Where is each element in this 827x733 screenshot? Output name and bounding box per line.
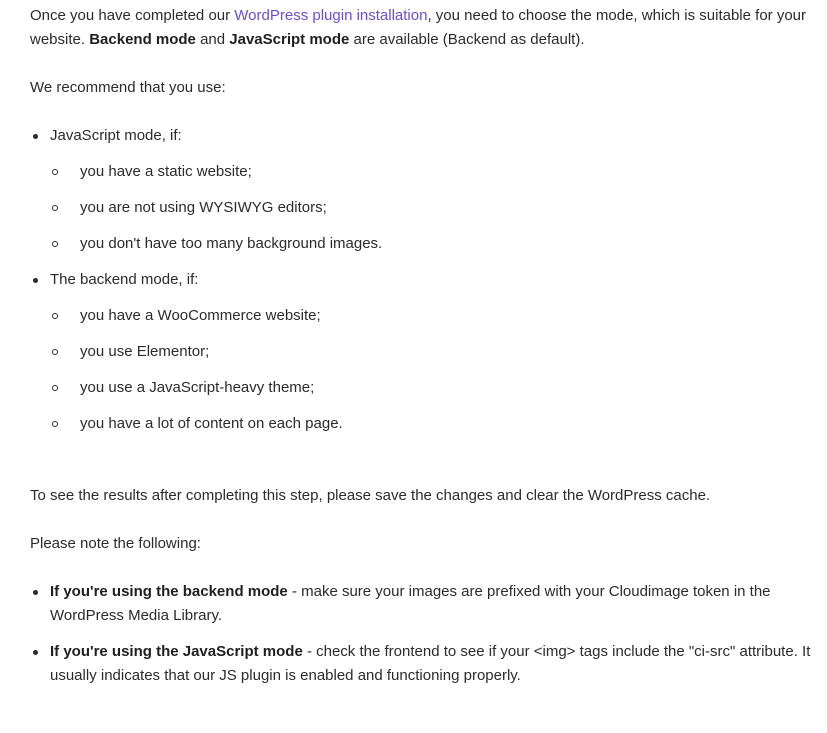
intro-paragraph — [30, 4, 820, 52]
javascript-mode-label: JavaScript mode, if: — [50, 127, 182, 144]
intro-text-end: are available (Backend as default). — [349, 31, 585, 48]
condition-text: you are not using WYSIWYG editors; — [80, 199, 327, 216]
javascript-mode-item — [30, 124, 820, 256]
backend-mode-bold: Backend mode — [89, 31, 196, 48]
wordpress-plugin-installation-link[interactable]: WordPress plugin installation — [234, 7, 428, 24]
backend-mode-label: The backend mode, if: — [50, 271, 199, 288]
condition-item — [30, 412, 820, 436]
bullet-circle-icon — [52, 205, 58, 211]
bullet-disc-icon — [33, 134, 38, 139]
javascript-note-bold: If you're using the JavaScript mode — [50, 643, 303, 660]
bullet-circle-icon — [52, 241, 58, 247]
condition-text: you use Elementor; — [80, 343, 210, 360]
recommend-text: We recommend that you use: — [30, 79, 226, 96]
bullet-disc-icon — [33, 590, 38, 595]
javascript-note-text: - check the frontend to see if your <img> tags include the "ci-src" attribute. It usually indicates that our JS plugin is enabled and functioning properly. — [50, 643, 811, 684]
condition-text: you have a lot of content on each page. — [80, 415, 343, 432]
bullet-circle-icon — [52, 385, 58, 391]
document-body — [30, 4, 820, 700]
bullet-circle-icon — [52, 169, 58, 175]
condition-text: you don't have too many background images. — [80, 235, 383, 252]
backend-note-item — [30, 580, 820, 628]
condition-item — [30, 304, 820, 328]
results-paragraph: To see the results after completing this step, please save the changes and clear the WordPress cache. — [30, 487, 711, 504]
javascript-note-item — [30, 640, 820, 688]
intro-text-before-link: Once you have completed our — [30, 7, 235, 24]
condition-item — [30, 340, 820, 364]
note-heading: Please note the following: — [30, 535, 201, 552]
condition-item — [30, 196, 820, 220]
notes-list — [30, 580, 820, 688]
condition-text: you have a WooCommerce website; — [80, 307, 321, 324]
intro-text-after-link: , you need to choose the mode, which is suitable for your website. — [30, 7, 807, 48]
backend-note-bold: If you're using the backend mode — [50, 583, 288, 600]
bullet-circle-icon — [52, 421, 58, 427]
bullet-disc-icon — [33, 650, 38, 655]
bullet-circle-icon — [52, 313, 58, 319]
javascript-mode-conditions — [50, 160, 820, 256]
bullet-circle-icon — [52, 349, 58, 355]
condition-item — [30, 376, 820, 400]
javascript-mode-bold: JavaScript mode — [229, 31, 350, 48]
backend-mode-conditions — [50, 304, 820, 436]
condition-item — [30, 160, 820, 184]
intro-text-and: and — [195, 31, 230, 48]
backend-mode-item — [30, 268, 820, 436]
condition-text: you have a static website; — [80, 163, 252, 180]
condition-text: you use a JavaScript-heavy theme; — [80, 379, 315, 396]
mode-recommendation-list — [30, 124, 820, 436]
backend-note-text: - make sure your images are prefixed with your Cloudimage token in the WordPress Media Library. — [50, 583, 771, 624]
bullet-disc-icon — [33, 278, 38, 283]
condition-item — [30, 232, 820, 256]
